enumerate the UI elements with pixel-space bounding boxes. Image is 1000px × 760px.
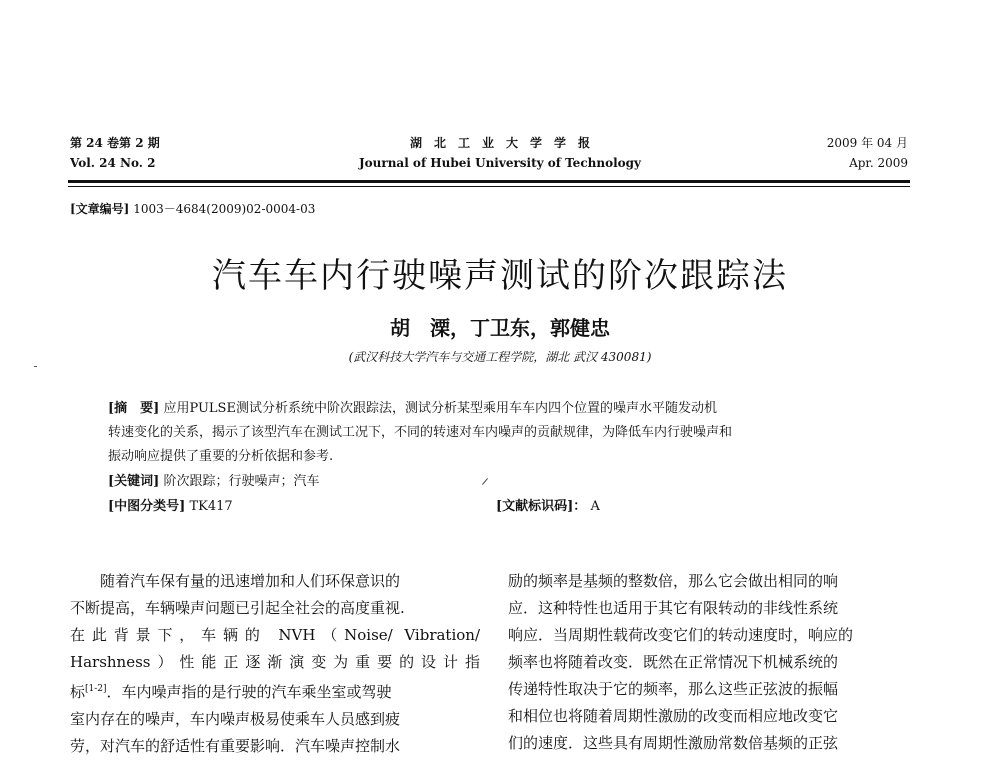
body-left-column: [70, 568, 480, 760]
body-right-column: [508, 568, 923, 757]
body-line: 频率也将随着改变．既然在正常情况下机械系统的: [508, 653, 839, 671]
clc-number: [108, 495, 233, 514]
issue-date-en: Apr. 2009: [849, 156, 908, 170]
body-line: 和相位也将随着周期性激励的改变而相应地改变它: [508, 707, 839, 725]
body-line: 励的频率是基频的整数倍，那么它会做出相同的响: [508, 572, 839, 590]
clc-text: TK417: [189, 499, 233, 514]
journal-title-cn: 湖 北 工 业 大 学 学 报: [409, 136, 590, 150]
keywords: [108, 470, 319, 489]
clc-label: [中图分类号]: [108, 499, 186, 514]
journal-title-en: Journal of Hubei University of Technology: [358, 156, 642, 170]
abstract-line-3: 振动响应提供了重要的分析依据和参考.: [108, 449, 334, 464]
keywords-text: 阶次跟踪；行驶噪声；汽车: [163, 474, 320, 489]
body-line-rest: ．车内噪声指的是行驶的汽车乘坐室或驾驶: [106, 683, 392, 701]
document-code-label: [文献标识码]：: [496, 499, 587, 514]
document-code: [496, 495, 600, 514]
body-line: 响应．当周期性载荷改变它们的转动速度时，响应的: [508, 626, 854, 644]
issue-date-cn: 2009 年 04 月: [826, 136, 908, 150]
body-line: 传递特性取决于它的频率，那么这些正弦波的振幅: [508, 680, 839, 698]
citation: [1-2]: [85, 684, 107, 694]
abstract-line-1: [108, 397, 717, 416]
scan-speck: [34, 366, 37, 367]
paper-title: 汽车车内行驶噪声测试的阶次跟踪法: [212, 256, 788, 296]
abstract-label: [摘 要]: [108, 401, 160, 416]
volume-cn: 第 24 卷第 2 期: [70, 136, 160, 150]
document-code-text: A: [590, 499, 600, 514]
body-line: 室内存在的噪声，车内噪声极易使乘车人员感到疲: [70, 710, 401, 728]
header-rule-thin: [68, 186, 910, 187]
scan-mark: [482, 478, 488, 485]
body-line: 劳，对汽车的舒适性有重要影响．汽车噪声控制水: [70, 737, 401, 755]
body-line: 随着汽车保有量的迅速增加和人们环保意识的: [70, 572, 401, 590]
authors: 胡 溧，丁卫东，郭健忠: [390, 316, 610, 340]
article-number-label: [文章编号]: [70, 202, 130, 216]
body-line: 应．这种特性也适用于其它有限转动的非线性系统: [508, 599, 839, 617]
header-rule-thick: [68, 180, 910, 183]
body-line: 们的速度．这些具有周期性激励常数倍基频的正弦: [508, 734, 839, 752]
abstract-line-2: 转速变化的关系，揭示了该型汽车在测试工况下，不同的转速对车内噪声的贡献规律，为降低车内行驶噪声和: [108, 425, 733, 440]
body-line: 不断提高，车辆噪声问题已引起全社会的高度重视.: [70, 599, 405, 617]
body-line: 在此背景下，车辆的 NVH（Noise/ Vibration/: [70, 626, 480, 644]
article-number: [70, 200, 315, 217]
abstract-text: 应用PULSE测试分析系统中阶次跟踪法，测试分析某型乘用车车内四个位置的噪声水平随发动机: [163, 401, 717, 416]
body-line: [70, 676, 480, 706]
body-line-start: 标: [70, 683, 86, 701]
volume-en: Vol. 24 No. 2: [70, 156, 156, 170]
keywords-label: [关键词]: [108, 474, 160, 489]
affiliation: (武汉科技大学汽车与交通工程学院，湖北 武汉 430081): [348, 350, 652, 364]
article-number-value: 1003－4684(2009)02-0004-03: [133, 202, 316, 216]
body-line: Harshness）性能正逐渐演变为重要的设计指: [70, 653, 480, 671]
